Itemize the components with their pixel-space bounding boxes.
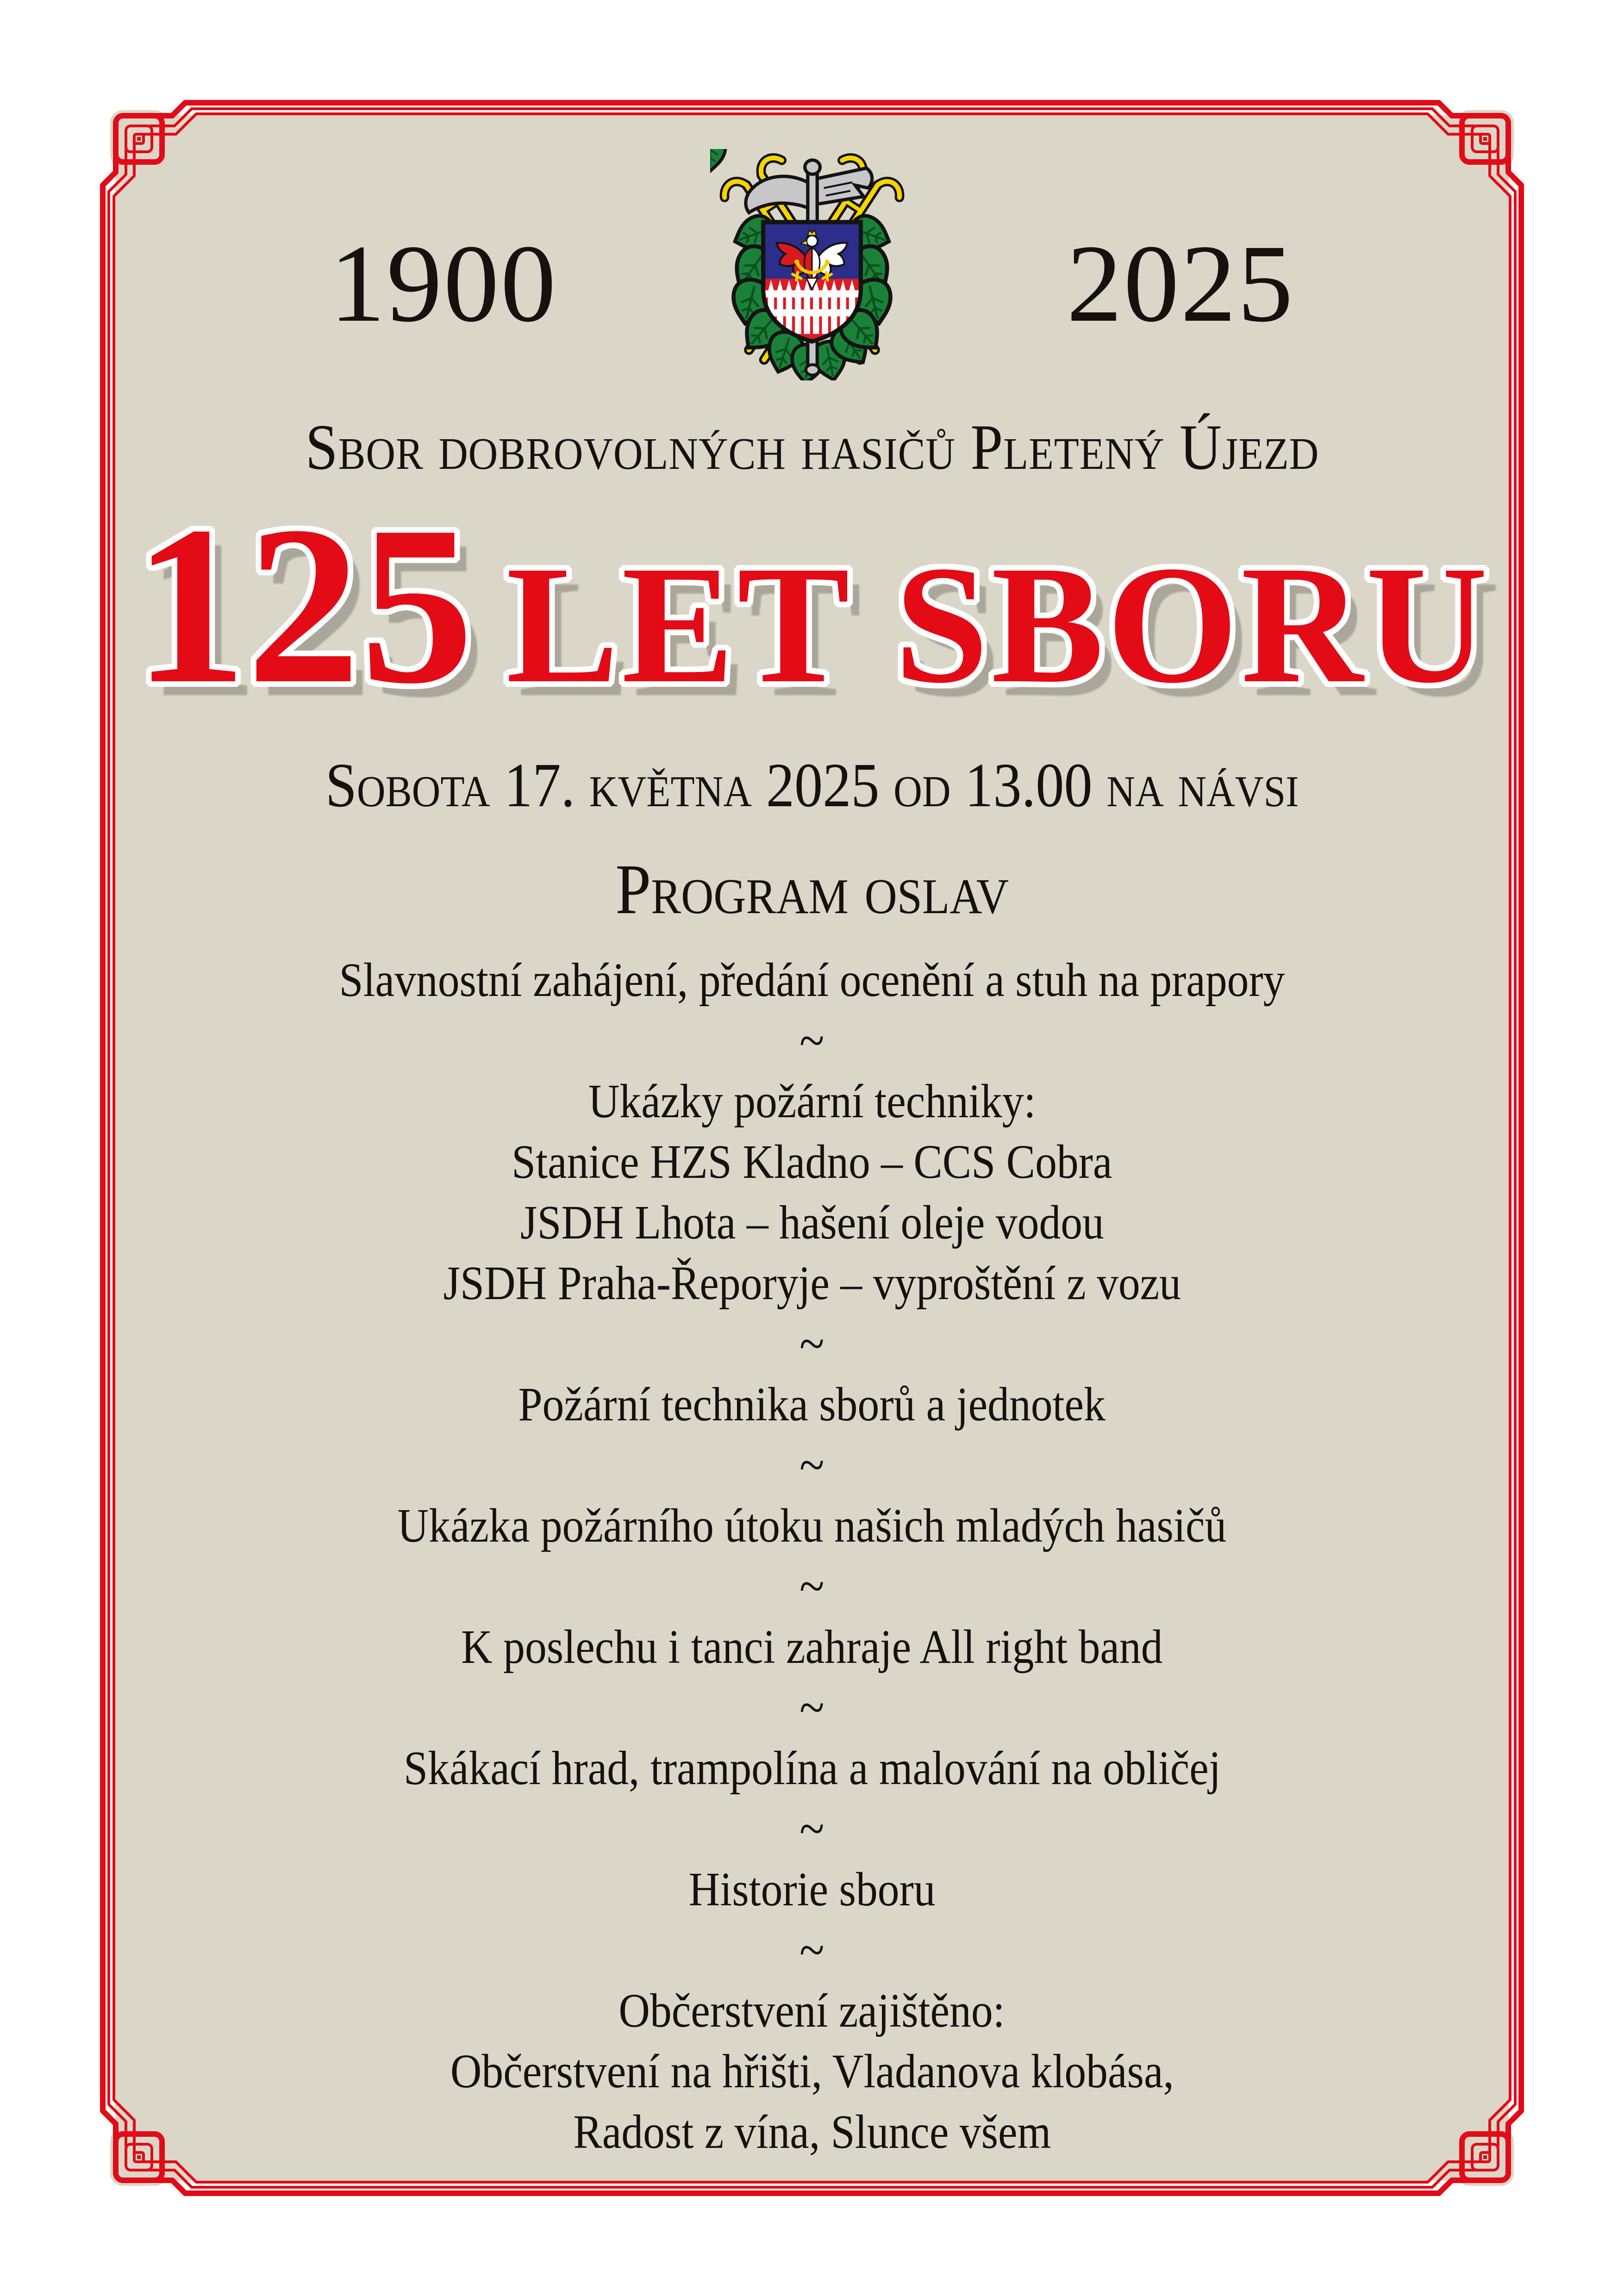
title-words: LET SBORU	[506, 531, 1491, 718]
program-separator: ~	[800, 1315, 824, 1372]
program-list	[287, 950, 1337, 2162]
program-item: Slavnostní zahájení, předání ocenění a stuh na prapory	[339, 953, 1285, 1007]
program-item: K poslechu i tanci zahraje All right band	[461, 1620, 1163, 1674]
program-separator: ~	[800, 1679, 824, 1736]
program-heading: Program oslav	[615, 850, 1009, 929]
program-item: Ukázky požární techniky:	[588, 1075, 1036, 1128]
anniversary-number: 125	[133, 479, 474, 730]
organization-name: Sbor dobrovolných hasičů Pletený Újezd	[305, 411, 1319, 483]
anniversary-year: 2025	[1067, 222, 1294, 345]
program-separator: ~	[800, 1800, 824, 1857]
program-separator: ~	[800, 1922, 824, 1978]
program-item: Požární technika sborů a jednotek	[518, 1378, 1106, 1431]
program-separator: ~	[800, 1012, 824, 1069]
program-item: Skákací hrad, trampolína a malování na obličej	[403, 1742, 1221, 1795]
program-item: Radost z vína, Slunce všem	[573, 2105, 1051, 2159]
program-item: Historie sboru	[688, 1863, 936, 1916]
event-date-line: Sobota 17. května 2025 od 13.00 na návsi	[325, 751, 1299, 820]
program-item: Občerstvení zajištěno:	[618, 1984, 1006, 2037]
program-item: JSDH Praha-Řeporyje – vyproštění z vozu	[443, 1257, 1181, 1310]
poster-title	[133, 479, 1491, 730]
program-item: Ukázka požárního útoku našich mladých hasičů	[397, 1499, 1227, 1552]
founding-year: 1900	[330, 222, 557, 345]
program-item: Stanice HZS Kladno – CCS Cobra	[512, 1135, 1112, 1188]
program-separator: ~	[800, 1437, 824, 1493]
program-item: JSDH Lhota – hašení oleje vodou	[520, 1196, 1104, 1249]
years-and-emblem-row	[330, 149, 1294, 380]
program-separator: ~	[800, 1558, 824, 1614]
program-item: Občerstvení na hřišti, Vladanova klobása,	[450, 2045, 1174, 2098]
poster-content	[117, 117, 1507, 2179]
fire-brigade-emblem-icon	[710, 149, 914, 383]
